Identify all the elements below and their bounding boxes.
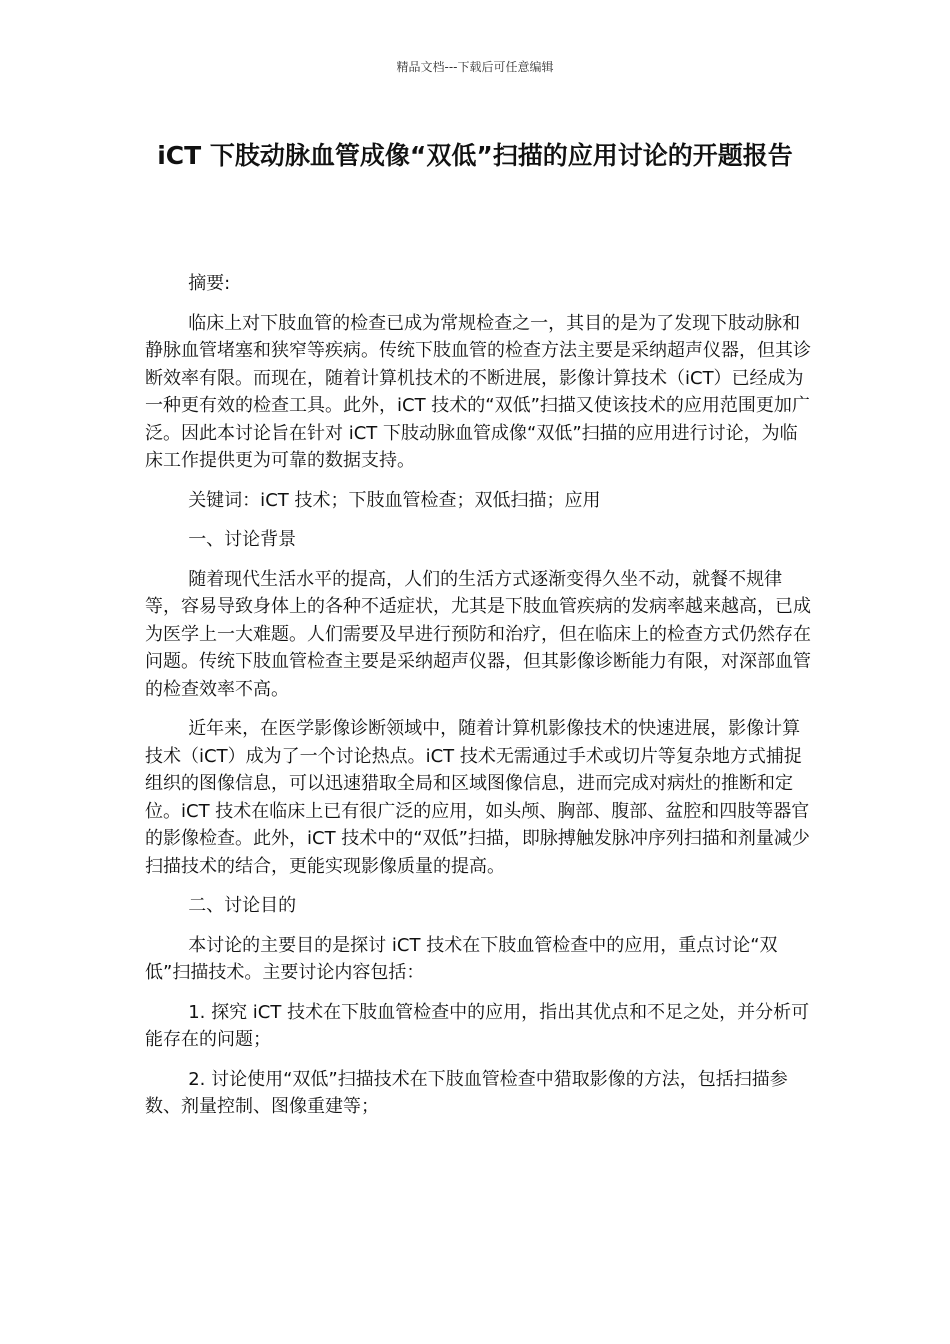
- abstract-paragraph: 临床上对下肢血管的检查已成为常规检查之一，其目的是为了发现下肢动脉和静脉血管堵塞和狭窄等疾病。传统下肢血管的检查方法主要是采纳超声仪器，但其诊断效率有限。而现在，随着计算机技术的不断进展，影像计算技术（iCT）已经成为一种更有效的检查工具。此外，iCT 技术的“双低”扫描又使该技术的应用范围更加广泛。因此本讨论旨在针对 iCT 下肢动脉血管成像“双低”扫描的应用进行讨论，为临床工作提供更为可靠的数据支持。: [145, 312, 811, 471]
- purpose-item-2: 2. 讨论使用“双低”扫描技术在下肢血管检查中猎取影像的方法，包括扫描参数、剂量控制、图像重建等；: [145, 1068, 788, 1117]
- purpose-paragraph: 本讨论的主要目的是探讨 iCT 技术在下肢血管检查中的应用，重点讨论“双低”扫描技术。主要讨论内容包括：: [145, 934, 778, 983]
- document-body: [145, 270, 815, 1133]
- section-heading-purpose: 二、讨论目的: [188, 895, 297, 916]
- abstract-label: 摘要:: [188, 273, 231, 294]
- keywords-line: 关键词：iCT 技术；下肢血管检查；双低扫描；应用: [188, 489, 601, 511]
- purpose-item-1: 1. 探究 iCT 技术在下肢血管检查中的应用，指出其优点和不足之处，并分析可能存在的问题；: [145, 1001, 810, 1050]
- background-paragraph-1: 随着现代生活水平的提高，人们的生活方式逐渐变得久坐不动，就餐不规律等，容易导致身体上的各种不适症状，尤其是下肢血管疾病的发病率越来越高，已成为医学上一大难题。人们需要及早进行预防和治疗，但在临床上的检查方式仍然存在问题。传统下肢血管检查主要是采纳超声仪器，但其影像诊断能力有限，对深部血管的检查效率不高。: [145, 568, 811, 700]
- section-heading-background: 一、讨论背景: [188, 529, 297, 550]
- background-paragraph-2: 近年来，在医学影像诊断领域中，随着计算机影像技术的快速进展，影像计算技术（iCT）成为了一个讨论热点。iCT 技术无需通过手术或切片等复杂地方式捕捉组织的图像信息，可以迅速猎取全局和区域图像信息，进而完成对病灶的推断和定位。iCT 技术在临床上已有很广泛的应用，如头颅、胸部、腹部、盆腔和四肢等器官的影像检查。此外，iCT 技术中的“双低”扫描，即脉搏触发脉冲序列扫描和剂量减少扫描技术的结合，更能实现影像质量的提高。: [145, 718, 810, 877]
- document-title: iCT 下肢动脉血管成像“双低”扫描的应用讨论的开题报告: [157, 141, 793, 170]
- header-note: 精品文档---下载后可任意编辑: [396, 60, 554, 74]
